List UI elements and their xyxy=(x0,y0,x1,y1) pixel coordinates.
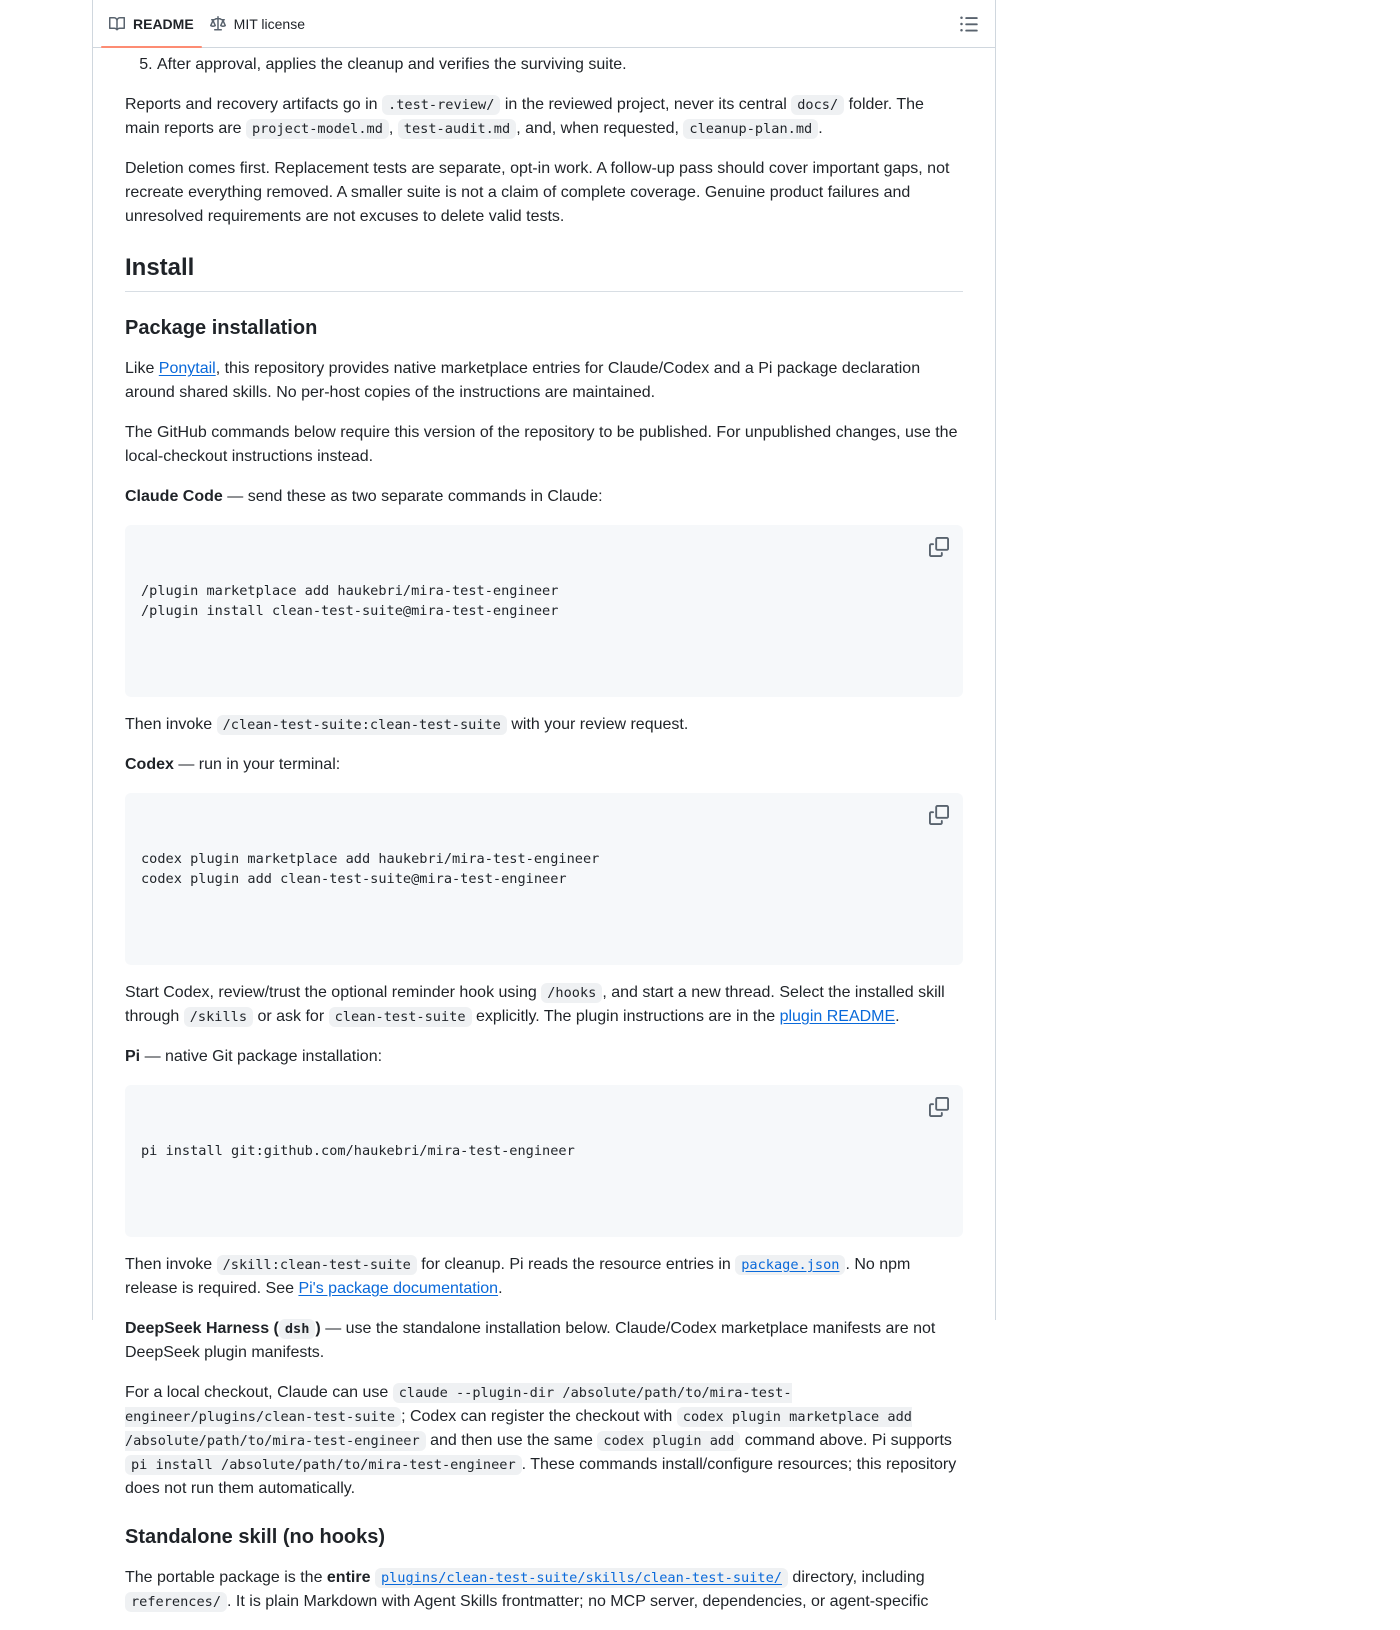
tab-license-label: MIT license xyxy=(233,15,305,32)
inline-code: cleanup-plan.md xyxy=(683,119,818,139)
inline-code: /clean-test-suite:clean-test-suite xyxy=(217,715,507,735)
claude-code-text: /plugin marketplace add haukebri/mira-test-engineer /plugin install clean-test-suite@mira-test-engineer xyxy=(141,583,559,619)
package-installation-heading: Package installation xyxy=(125,317,318,339)
claude-code-label: Claude Code xyxy=(125,488,223,505)
ponytail-paragraph: Like Ponytail, this repository provides native marketplace entries for Claude/Codex and a Pi package declaration around shared skills. No per-host copies of the instructions are maintained. xyxy=(125,360,921,401)
inline-code: /skills xyxy=(184,1007,253,1027)
steps-list xyxy=(125,53,963,77)
deepseek-paragraph: DeepSeek Harness ( dsh ) — use the standalone installation below. Claude/Codex marketplace manifests are not DeepSeek plugin manifests. xyxy=(125,1320,936,1361)
pi-then-paragraph: Then invoke /skill:clean-test-suite for cleanup. Pi reads the resource entries in package.json . No npm release is required. See Pi's package documentation. xyxy=(125,1256,911,1297)
inline-code: pi install /absolute/path/to/mira-test-engineer xyxy=(125,1455,522,1475)
skill-directory-link[interactable] xyxy=(375,1569,788,1586)
inline-code: clean-test-suite xyxy=(329,1007,472,1027)
inline-code: project-model.md xyxy=(246,119,389,139)
codex-intro: Codex — run in your terminal: xyxy=(125,756,341,773)
copy-icon[interactable] xyxy=(929,1097,949,1117)
codex-start-paragraph: Start Codex, review/trust the optional reminder hook using /hooks , and start a new thread. Select the installed skill through /skills or ask for clean-test-suite explicitly. The plugin instructions are in the plugin README. xyxy=(125,984,945,1025)
inline-code: codex plugin marketplace add /absolute/path/to/mira-test-engineer xyxy=(125,1409,912,1449)
claude-code-block[interactable] xyxy=(125,525,963,697)
copy-icon[interactable] xyxy=(929,805,949,825)
inline-code: /hooks xyxy=(541,983,602,1003)
pi-label: Pi xyxy=(125,1048,141,1065)
readme-tabbar xyxy=(93,0,995,48)
codex-code-block[interactable] xyxy=(125,793,963,965)
package-json-link[interactable] xyxy=(735,1256,845,1273)
deletion-paragraph: Deletion comes first. Replacement tests are separate, opt-in work. A follow-up pass should cover important gaps, not recreate everything removed. A smaller suite is not a claim of complete coverage. Genuine product failures and unresolved requirements are not excuses to delete valid tests. xyxy=(125,160,950,225)
inline-code: dsh xyxy=(279,1319,316,1339)
deepseek-label: DeepSeek Harness ( dsh ) xyxy=(125,1320,321,1337)
book-icon xyxy=(109,16,125,32)
local-checkout-paragraph: For a local checkout, Claude can use claude --plugin-dir /absolute/path/to/mira-test-engineer/plugins/clean-test-suite ; Codex can register the checkout with codex plugin marketplace add /absolute/path/to/mira-test-engineer and then use the same codex plugin add command above. Pi supports pi install /absolute/path/to/mira-test-engineer . These commands install/configure resources; this repository does not run them automatically. xyxy=(125,1384,957,1497)
claude-intro: Claude Code — send these as two separate commands in Claude: xyxy=(125,488,603,505)
ponytail-link[interactable]: Ponytail xyxy=(158,360,216,377)
tab-license[interactable] xyxy=(202,0,313,47)
plugin-readme-link[interactable]: plugin README xyxy=(779,1008,896,1025)
tab-readme-label: README xyxy=(133,15,194,32)
inline-code: /skill:clean-test-suite xyxy=(217,1255,417,1275)
readme-content xyxy=(125,48,963,1630)
install-heading: Install xyxy=(125,253,963,292)
pi-code-block[interactable] xyxy=(125,1085,963,1237)
inline-code: codex plugin add xyxy=(597,1431,740,1451)
claude-then-paragraph: Then invoke /clean-test-suite:clean-test-suite with your review request. xyxy=(125,716,689,733)
pi-package-docs-link[interactable]: Pi's package documentation xyxy=(298,1280,499,1297)
inline-code: test-audit.md xyxy=(398,119,516,139)
inline-code: claude --plugin-dir /absolute/path/to/mira-test-engineer/plugins/clean-test-suite xyxy=(125,1385,792,1425)
standalone-paragraph: The portable package is the entire plugins/clean-test-suite/skills/clean-test-suite/ directory, including references/ . It is plain Markdown with Agent Skills frontmatter; no MCP server, dependencies, or agent-specific xyxy=(125,1569,929,1610)
list-item: 5. After approval, applies the cleanup and verifies the surviving suite. xyxy=(157,53,963,77)
inline-code: docs/ xyxy=(791,95,844,115)
inline-code: plugins/clean-test-suite/skills/clean-test-suite/ xyxy=(375,1568,788,1588)
readme-panel xyxy=(92,0,996,1610)
inline-code: references/ xyxy=(125,1592,227,1612)
codex-code-text: codex plugin marketplace add haukebri/mira-test-engineer codex plugin add clean-test-suite@mira-test-engineer xyxy=(141,851,600,887)
codex-label: Codex xyxy=(125,756,174,773)
inline-code: package.json xyxy=(735,1255,845,1275)
pi-intro: Pi — native Git package installation: xyxy=(125,1048,383,1065)
copy-icon[interactable] xyxy=(929,537,949,557)
reports-paragraph: Reports and recovery artifacts go in .test-review/ in the reviewed project, never its central docs/ folder. The main reports are project-model.md , test-audit.md , and, when requested, cleanup-plan.md . xyxy=(125,96,924,137)
tab-readme[interactable] xyxy=(101,0,202,47)
list-unordered-icon[interactable] xyxy=(959,14,979,34)
standalone-skill-heading: Standalone skill (no hooks) xyxy=(125,1526,386,1548)
inline-code: .test-review/ xyxy=(382,95,500,115)
github-paragraph: The GitHub commands below require this version of the repository to be published. For unpublished changes, use the local-checkout instructions instead. xyxy=(125,424,958,465)
pi-code-text: pi install git:github.com/haukebri/mira-test-engineer xyxy=(141,1143,575,1159)
law-icon xyxy=(210,16,226,32)
